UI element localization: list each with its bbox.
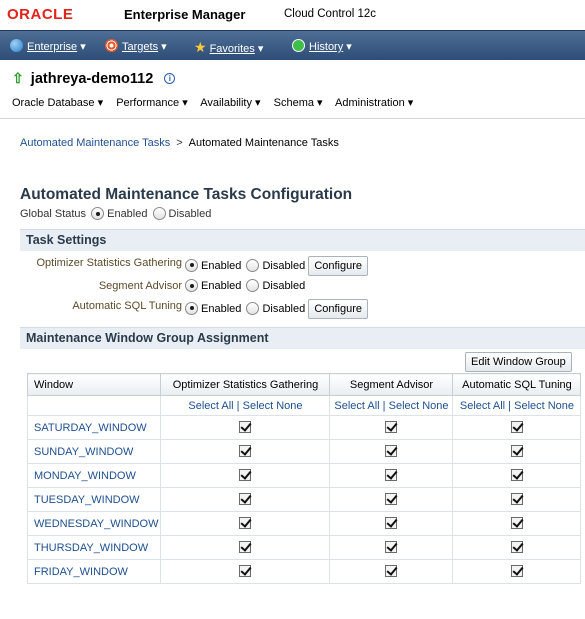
checkbox-cell xyxy=(330,488,453,512)
select-all-link[interactable]: Select All xyxy=(459,399,506,412)
assignment-checkbox[interactable] xyxy=(385,445,397,457)
select-all-link[interactable]: Select All xyxy=(188,399,234,412)
product-edition: Cloud Control 12c xyxy=(284,8,377,20)
checkbox-cell xyxy=(453,512,581,536)
checkbox-cell xyxy=(453,488,581,512)
assignment-checkbox[interactable] xyxy=(385,493,397,505)
nav-favorites-label: Favorites xyxy=(209,43,255,55)
nav-enterprise-label: Enterprise xyxy=(27,41,78,53)
oracle-logo: ORACLE xyxy=(7,6,74,23)
segment-disabled-radio[interactable] xyxy=(246,279,259,292)
menu-oracle-database[interactable]: Oracle Database ▾ xyxy=(12,97,104,109)
assignment-checkbox[interactable] xyxy=(239,493,251,505)
assignment-checkbox[interactable] xyxy=(385,517,397,529)
targets-icon xyxy=(105,39,118,52)
select-none-link[interactable]: Select None xyxy=(388,399,449,412)
assignment-checkbox[interactable] xyxy=(511,541,523,553)
global-enabled-label: Enabled xyxy=(107,208,148,220)
checkbox-cell xyxy=(453,440,581,464)
sql-tuning-enabled-radio[interactable] xyxy=(185,302,198,315)
breadcrumb-current: Automated Maintenance Tasks xyxy=(188,137,339,149)
window-name-cell: SUNDAY_WINDOW xyxy=(28,440,161,464)
setting-label: Segment Advisor xyxy=(98,280,182,292)
disabled-label: Disabled xyxy=(262,302,306,315)
menu-availability[interactable]: Availability ▾ xyxy=(200,97,261,109)
select-none-link[interactable]: Select None xyxy=(514,399,575,412)
breadcrumb-separator: > xyxy=(176,137,183,149)
optimizer-configure-button[interactable]: Configure xyxy=(308,256,368,276)
checkbox-cell xyxy=(330,416,453,440)
global-status-label: Global Status xyxy=(20,208,87,220)
window-name-cell: TUESDAY_WINDOW xyxy=(28,488,161,512)
window-assignment-table xyxy=(27,373,581,584)
disabled-label: Disabled xyxy=(262,259,306,272)
checkbox-cell xyxy=(453,416,581,440)
edit-window-group-button[interactable]: Edit Window Group xyxy=(465,352,572,372)
table-row xyxy=(28,464,581,488)
window-name-cell: WEDNESDAY_WINDOW xyxy=(28,512,161,536)
assignment-checkbox[interactable] xyxy=(511,517,523,529)
task-settings-header: Task Settings xyxy=(20,229,585,251)
target-header xyxy=(12,70,175,88)
global-enabled-radio[interactable] xyxy=(91,207,104,220)
target-menubar xyxy=(12,96,423,109)
assignment-checkbox[interactable] xyxy=(511,469,523,481)
assignment-checkbox[interactable] xyxy=(239,421,251,433)
assignment-checkbox[interactable] xyxy=(239,541,251,553)
assignment-checkbox[interactable] xyxy=(511,565,523,577)
menu-administration[interactable]: Administration ▾ xyxy=(335,97,414,109)
assignment-checkbox[interactable] xyxy=(385,469,397,481)
nav-targets-label: Targets xyxy=(122,41,159,53)
empty-cell xyxy=(28,396,161,416)
disabled-label: Disabled xyxy=(262,280,306,292)
table-row xyxy=(28,488,581,512)
select-none-link[interactable]: Select None xyxy=(242,399,303,412)
checkbox-cell xyxy=(161,416,330,440)
checkbox-cell xyxy=(453,560,581,584)
checkbox-cell xyxy=(161,560,330,584)
breadcrumb xyxy=(20,137,339,149)
window-name-cell: THURSDAY_WINDOW xyxy=(28,536,161,560)
assignment-checkbox[interactable] xyxy=(511,493,523,505)
table-row xyxy=(28,416,581,440)
assignment-checkbox[interactable] xyxy=(239,565,251,577)
breadcrumb-link[interactable]: Automated Maintenance Tasks xyxy=(20,137,171,149)
checkbox-cell xyxy=(161,440,330,464)
product-title: Enterprise Manager xyxy=(124,7,246,22)
setting-row-segment-advisor xyxy=(20,276,585,298)
setting-controls xyxy=(183,279,305,292)
enabled-label: Enabled xyxy=(201,302,242,315)
nav-enterprise[interactable]: Enterprise ▾ xyxy=(10,39,86,53)
checkbox-cell xyxy=(330,440,453,464)
window-name-cell: MONDAY_WINDOW xyxy=(28,464,161,488)
assignment-checkbox[interactable] xyxy=(511,445,523,457)
star-icon: ★ xyxy=(194,39,207,55)
checkbox-cell xyxy=(161,488,330,512)
checkbox-cell xyxy=(453,536,581,560)
checkbox-cell xyxy=(161,536,330,560)
table-row xyxy=(28,512,581,536)
global-disabled-radio[interactable] xyxy=(153,207,166,220)
nav-favorites[interactable]: ★ Favorites ▾ xyxy=(194,39,264,55)
table-row xyxy=(28,560,581,584)
setting-row-sql-tuning xyxy=(20,296,585,318)
column-header-sql-tuning: Automatic SQL Tuning xyxy=(453,374,581,396)
global-disabled-label: Disabled xyxy=(168,208,212,220)
page-title: Automated Maintenance Tasks Configuration xyxy=(20,186,353,203)
enterprise-icon xyxy=(10,39,23,52)
checkbox-cell xyxy=(161,512,330,536)
select-row xyxy=(28,396,581,416)
setting-label: Optimizer Statistics Gathering xyxy=(36,257,182,269)
window-name-cell: SATURDAY_WINDOW xyxy=(28,416,161,440)
table-row xyxy=(28,440,581,464)
nav-history[interactable]: History ▾ xyxy=(292,39,352,53)
brand-bar xyxy=(0,0,585,28)
setting-controls xyxy=(183,299,368,319)
column-header-segment-advisor: Segment Advisor xyxy=(330,374,453,396)
global-nav xyxy=(0,30,585,60)
assignment-checkbox[interactable] xyxy=(239,517,251,529)
sql-tuning-configure-button[interactable]: Configure xyxy=(308,299,368,319)
optimizer-enabled-radio[interactable] xyxy=(185,259,198,272)
checkbox-cell xyxy=(330,560,453,584)
setting-row-optimizer xyxy=(20,253,585,275)
global-status xyxy=(20,207,211,220)
info-icon[interactable]: i xyxy=(164,73,175,84)
select-cell: Select All | Select None xyxy=(161,396,330,416)
checkbox-cell xyxy=(330,512,453,536)
setting-label: Automatic SQL Tuning xyxy=(72,300,182,312)
optimizer-disabled-radio[interactable] xyxy=(246,259,259,272)
window-name-cell: FRIDAY_WINDOW xyxy=(28,560,161,584)
segment-enabled-radio[interactable] xyxy=(185,279,198,292)
assignment-checkbox[interactable] xyxy=(511,421,523,433)
history-icon xyxy=(292,39,305,52)
assignment-checkbox[interactable] xyxy=(239,445,251,457)
assignment-checkbox[interactable] xyxy=(385,565,397,577)
select-cell: Select All | Select None xyxy=(330,396,453,416)
checkbox-cell xyxy=(161,464,330,488)
table-row xyxy=(28,536,581,560)
column-header-optimizer: Optimizer Statistics Gathering xyxy=(161,374,330,396)
enabled-label: Enabled xyxy=(201,280,242,292)
menu-performance[interactable]: Performance ▾ xyxy=(116,97,188,109)
header-divider xyxy=(0,118,585,119)
select-all-link[interactable]: Select All xyxy=(334,399,380,412)
assignment-checkbox[interactable] xyxy=(385,421,397,433)
table-header-row xyxy=(28,374,581,396)
enabled-label: Enabled xyxy=(201,259,242,272)
column-header-window: Window xyxy=(28,374,161,396)
checkbox-cell xyxy=(453,464,581,488)
checkbox-cell xyxy=(330,536,453,560)
nav-targets[interactable]: Targets ▾ xyxy=(105,39,167,53)
assignment-checkbox[interactable] xyxy=(385,541,397,553)
checkbox-cell xyxy=(330,464,453,488)
setting-controls xyxy=(183,256,368,276)
sql-tuning-disabled-radio[interactable] xyxy=(246,302,259,315)
window-group-header: Maintenance Window Group Assignment xyxy=(20,327,585,349)
assignment-checkbox[interactable] xyxy=(239,469,251,481)
target-up-arrow-icon: ⇧ xyxy=(12,70,24,86)
select-cell: Select All | Select None xyxy=(453,396,581,416)
menu-schema[interactable]: Schema ▾ xyxy=(273,97,323,109)
nav-history-label: History xyxy=(309,41,344,53)
target-name: jathreya-demo112 xyxy=(30,71,154,87)
